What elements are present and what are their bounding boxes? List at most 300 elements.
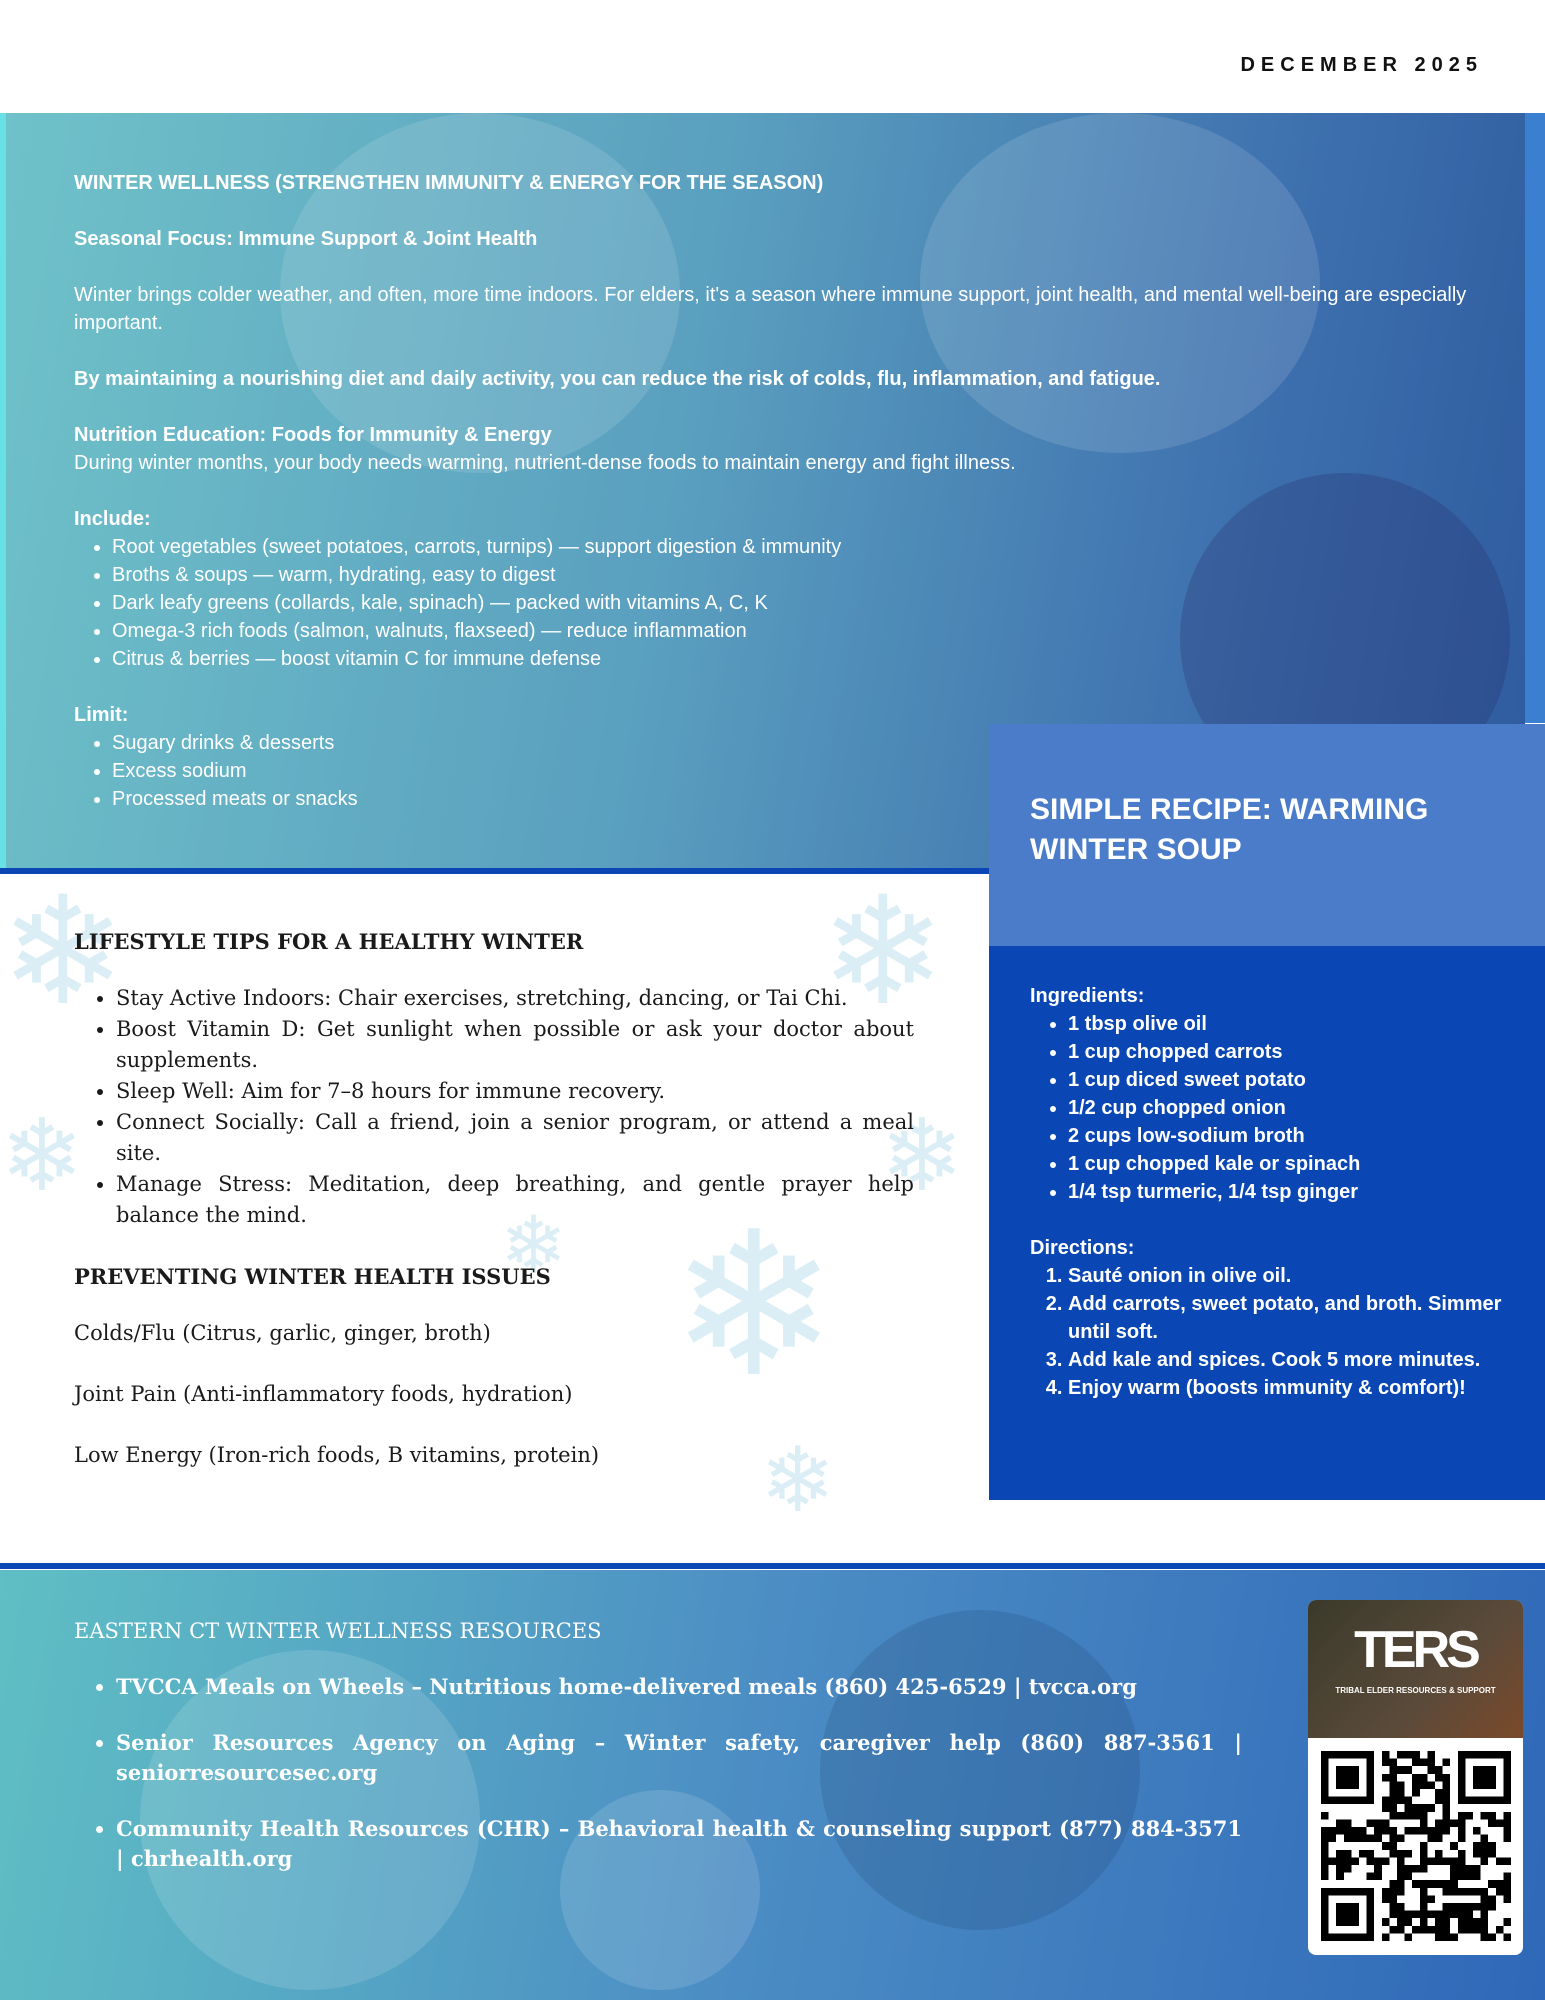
qr-module <box>1397 1812 1405 1820</box>
qr-module <box>1359 1850 1367 1858</box>
qr-module <box>1503 1880 1511 1888</box>
qr-module <box>1435 1766 1443 1774</box>
qr-module <box>1435 1819 1443 1827</box>
qr-module <box>1389 1842 1397 1850</box>
logo-tagline: TRIBAL ELDER RESOURCES & SUPPORT <box>1335 1686 1496 1695</box>
qr-module <box>1366 1857 1374 1865</box>
qr-module <box>1381 1888 1389 1896</box>
qr-module <box>1381 1819 1389 1827</box>
qr-module <box>1465 1903 1473 1911</box>
resource-item[interactable]: • Community Health Resources (CHR) – Behavioral health & counseling support (877) 884-3571 | chrhealth.org <box>116 1814 1242 1874</box>
qr-module <box>1389 1774 1397 1782</box>
qr-module <box>1419 1850 1427 1858</box>
qr-module <box>1435 1918 1443 1926</box>
qr-module <box>1480 1903 1488 1911</box>
qr-module <box>1412 1774 1420 1782</box>
qr-module <box>1450 1819 1458 1827</box>
qr-module <box>1343 1819 1351 1827</box>
qr-module <box>1397 1888 1405 1896</box>
qr-module <box>1381 1751 1389 1759</box>
qr-module <box>1389 1911 1397 1919</box>
qr-module <box>1450 1865 1458 1873</box>
qr-module <box>1321 1842 1329 1850</box>
qr-module <box>1419 1895 1427 1903</box>
qr-module <box>1465 1812 1473 1820</box>
qr-module <box>1427 1895 1435 1903</box>
qr-module <box>1343 1865 1351 1873</box>
list-item: • 1 tbsp olive oil <box>1068 1010 1515 1038</box>
qr-module <box>1381 1797 1389 1805</box>
qr-module <box>1419 1804 1427 1812</box>
qr-module <box>1480 1857 1488 1865</box>
qr-module <box>1389 1903 1397 1911</box>
qr-module <box>1366 1873 1374 1881</box>
qr-module <box>1419 1880 1427 1888</box>
qr-module <box>1419 1819 1427 1827</box>
qr-module <box>1404 1827 1412 1835</box>
qr-module <box>1503 1819 1511 1827</box>
qr-module <box>1450 1873 1458 1881</box>
qr-module <box>1374 1819 1382 1827</box>
qr-module <box>1442 1827 1450 1835</box>
qr-module <box>1366 1835 1374 1843</box>
qr-module <box>1412 1911 1420 1919</box>
qr-module <box>1389 1789 1397 1797</box>
qr-module <box>1480 1850 1488 1858</box>
qr-module <box>1495 1819 1503 1827</box>
snowflake-icon: ❄ <box>0 876 126 1035</box>
qr-module <box>1503 1857 1511 1865</box>
qr-module <box>1442 1759 1450 1767</box>
qr-module <box>1343 1827 1351 1835</box>
qr-module <box>1457 1926 1465 1934</box>
qr-module <box>1435 1880 1443 1888</box>
qr-module <box>1457 1827 1465 1835</box>
qr-module <box>1419 1918 1427 1926</box>
qr-module <box>1366 1850 1374 1858</box>
qr-module <box>1389 1797 1397 1805</box>
qr-module <box>1465 1926 1473 1934</box>
qr-module <box>1503 1933 1511 1941</box>
newsletter-date: DECEMBER 2025 <box>1240 54 1483 76</box>
list-item: • Connect Socially: Call a friend, join a senior program, or attend a meal site. <box>116 1107 914 1169</box>
qr-module <box>1343 1850 1351 1858</box>
qr-module <box>1442 1926 1450 1934</box>
seasonal-focus: Seasonal Focus: Immune Support & Joint Health <box>74 228 538 250</box>
qr-module <box>1442 1781 1450 1789</box>
qr-module <box>1457 1835 1465 1843</box>
qr-module <box>1419 1842 1427 1850</box>
list-item: • Omega-3 rich foods (salmon, walnuts, flaxseed) — reduce inflammation <box>112 617 1494 645</box>
qr-module <box>1397 1850 1405 1858</box>
qr-module <box>1435 1857 1443 1865</box>
qr-module <box>1381 1933 1389 1941</box>
qr-module <box>1328 1835 1336 1843</box>
qr-module <box>1457 1888 1465 1896</box>
qr-module <box>1488 1812 1496 1820</box>
qr-module <box>1488 1903 1496 1911</box>
qr-module <box>1397 1926 1405 1934</box>
qr-module <box>1442 1819 1450 1827</box>
qr-module <box>1412 1865 1420 1873</box>
snowflake-icon: ❄ <box>760 1431 836 1531</box>
qr-module <box>1457 1903 1465 1911</box>
lifestyle-section <box>0 876 990 1564</box>
qr-module <box>1427 1926 1435 1934</box>
preventing-title: PREVENTING WINTER HEALTH ISSUES <box>74 1264 551 1289</box>
qr-module <box>1419 1857 1427 1865</box>
list-item: • 1 cup diced sweet potato <box>1068 1066 1515 1094</box>
qr-module <box>1419 1926 1427 1934</box>
qr-module <box>1412 1812 1420 1820</box>
intro-text: Winter brings colder weather, and often, more time indoors. For elders, it's a season where immune support, joint health, and mental well-being are especially important. <box>74 284 1467 334</box>
qr-module <box>1397 1766 1405 1774</box>
qr-module <box>1381 1895 1389 1903</box>
qr-module <box>1419 1781 1427 1789</box>
qr-module <box>1457 1865 1465 1873</box>
list-item: • Stay Active Indoors: Chair exercises, stretching, dancing, or Tai Chi. <box>116 983 914 1014</box>
qr-module <box>1457 1850 1465 1858</box>
qr-module <box>1442 1774 1450 1782</box>
qr-module <box>1473 1918 1481 1926</box>
qr-module <box>1397 1751 1405 1759</box>
qr-module <box>1488 1819 1496 1827</box>
qr-module <box>1480 1895 1488 1903</box>
qr-module <box>1435 1911 1443 1919</box>
qr-module <box>1336 1850 1344 1858</box>
qr-module <box>1397 1880 1405 1888</box>
qr-module <box>1321 1873 1329 1881</box>
qr-module <box>1450 1880 1458 1888</box>
qr-module <box>1397 1857 1405 1865</box>
qr-module <box>1374 1873 1382 1881</box>
qr-module <box>1480 1835 1488 1843</box>
qr-module <box>1412 1804 1420 1812</box>
qr-module <box>1503 1888 1511 1896</box>
qr-module <box>1389 1850 1397 1858</box>
qr-module <box>1359 1835 1367 1843</box>
qr-module <box>1374 1865 1382 1873</box>
list-item: • Excess sodium <box>112 757 1494 785</box>
ingredients-label: Ingredients: <box>1030 985 1145 1007</box>
qr-module <box>1404 1933 1412 1941</box>
ters-logo <box>1308 1600 1523 1738</box>
list-item: • Dark leafy greens (collards, kale, spinach) — packed with vitamins A, C, K <box>112 589 1494 617</box>
qr-module <box>1404 1911 1412 1919</box>
qr-module <box>1442 1918 1450 1926</box>
qr-module <box>1397 1918 1405 1926</box>
qr-module <box>1412 1827 1420 1835</box>
qr-module <box>1495 1857 1503 1865</box>
recipe-card <box>989 724 1545 1500</box>
snowflake-icon: ❄ <box>670 1194 838 1417</box>
qr-module <box>1435 1933 1443 1941</box>
list-item: • Sleep Well: Aim for 7–8 hours for immune recovery. <box>116 1076 914 1107</box>
qr-module <box>1404 1918 1412 1926</box>
include-label: Include: <box>74 508 151 530</box>
qr-module <box>1336 1827 1344 1835</box>
qr-code-icon[interactable] <box>1321 1751 1511 1941</box>
qr-module <box>1412 1926 1420 1934</box>
qr-module <box>1457 1812 1465 1820</box>
qr-module <box>1442 1812 1450 1820</box>
directions-list <box>1068 1262 1515 1402</box>
qr-module <box>1442 1880 1450 1888</box>
qr-module <box>1442 1789 1450 1797</box>
resource-item[interactable]: • TVCCA Meals on Wheels – Nutritious home-delivered meals (860) 425-6529 | tvcca.org <box>116 1672 1242 1702</box>
qr-module <box>1389 1804 1397 1812</box>
qr-module <box>1465 1873 1473 1881</box>
qr-module <box>1435 1797 1443 1805</box>
section-title: WINTER WELLNESS (STRENGTHEN IMMUNITY & ENERGY FOR THE SEASON) <box>74 172 824 194</box>
qr-module <box>1503 1895 1511 1903</box>
qr-module <box>1389 1812 1397 1820</box>
list-item: 3. Add kale and spices. Cook 5 more minutes. <box>1068 1346 1515 1374</box>
qr-module <box>1412 1759 1420 1767</box>
qr-module <box>1442 1888 1450 1896</box>
qr-module <box>1427 1835 1435 1843</box>
qr-module <box>1442 1933 1450 1941</box>
qr-module <box>1427 1827 1435 1835</box>
prevent-item: Colds/Flu (Citrus, garlic, ginger, broth) <box>74 1321 491 1345</box>
list-item: • Boost Vitamin D: Get sunlight when possible or ask your doctor about supplements. <box>116 1014 914 1076</box>
qr-module <box>1321 1865 1329 1873</box>
qr-module <box>1381 1827 1389 1835</box>
qr-module <box>1442 1797 1450 1805</box>
qr-module <box>1480 1933 1488 1941</box>
qr-module <box>1328 1857 1336 1865</box>
qr-module <box>1503 1873 1511 1881</box>
list-item: • 1/4 tsp turmeric, 1/4 tsp ginger <box>1068 1178 1515 1206</box>
qr-module <box>1381 1918 1389 1926</box>
qr-module <box>1427 1781 1435 1789</box>
qr-module <box>1435 1827 1443 1835</box>
qr-module <box>1435 1789 1443 1797</box>
list-item: • 1 cup chopped kale or spinach <box>1068 1150 1515 1178</box>
qr-module <box>1419 1759 1427 1767</box>
recipe-title: SIMPLE RECIPE: WARMING WINTER SOUP <box>989 724 1545 946</box>
qr-module <box>1397 1789 1405 1797</box>
qr-module <box>1457 1857 1465 1865</box>
qr-module <box>1397 1797 1405 1805</box>
qr-module <box>1419 1903 1427 1911</box>
qr-module <box>1450 1842 1458 1850</box>
qr-module <box>1419 1911 1427 1919</box>
qr-module <box>1321 1812 1329 1820</box>
lifestyle-title: LIFESTYLE TIPS FOR A HEALTHY WINTER <box>74 929 584 954</box>
qr-module <box>1419 1827 1427 1835</box>
qr-module <box>1366 1819 1374 1827</box>
list-item: 4. Enjoy warm (boosts immunity & comfort)! <box>1068 1374 1515 1402</box>
qr-module <box>1389 1759 1397 1767</box>
qr-module <box>1427 1766 1435 1774</box>
qr-module <box>1435 1850 1443 1858</box>
qr-module <box>1503 1812 1511 1820</box>
qr-module <box>1321 1835 1329 1843</box>
qr-module <box>1404 1812 1412 1820</box>
qr-module <box>1457 1918 1465 1926</box>
qr-module <box>1351 1835 1359 1843</box>
qr-module <box>1465 1888 1473 1896</box>
qr-module <box>1389 1766 1397 1774</box>
qr-module <box>1343 1857 1351 1865</box>
list-item: 1. Sauté onion in olive oil. <box>1068 1262 1515 1290</box>
qr-module <box>1381 1759 1389 1767</box>
qr-module <box>1404 1850 1412 1858</box>
qr-module <box>1404 1865 1412 1873</box>
qr-module <box>1397 1903 1405 1911</box>
qr-module <box>1427 1804 1435 1812</box>
qr-module <box>1473 1888 1481 1896</box>
qr-module <box>1450 1933 1458 1941</box>
prevent-item: Low Energy (Iron-rich foods, B vitamins, protein) <box>74 1443 600 1467</box>
qr-module <box>1480 1911 1488 1919</box>
qr-module <box>1488 1850 1496 1858</box>
qr-module <box>1374 1835 1382 1843</box>
list-item: • 1/2 cup chopped onion <box>1068 1094 1515 1122</box>
qr-module <box>1389 1926 1397 1934</box>
qr-module <box>1336 1819 1344 1827</box>
list-item: 2. Add carrots, sweet potato, and broth. Simmer until soft. <box>1068 1290 1515 1346</box>
emphasis-text: By maintaining a nourishing diet and daily activity, you can reduce the risk of colds, flu, inflammation, and fatigue. <box>74 368 1161 390</box>
qr-module <box>1473 1903 1481 1911</box>
accent-strip <box>1525 113 1545 723</box>
qr-module <box>1480 1812 1488 1820</box>
qr-module <box>1336 1865 1344 1873</box>
qr-module <box>1442 1911 1450 1919</box>
qr-module <box>1404 1766 1412 1774</box>
qr-module <box>1442 1804 1450 1812</box>
qr-module <box>1343 1835 1351 1843</box>
qr-module <box>1442 1903 1450 1911</box>
divider <box>0 868 990 874</box>
qr-module <box>1480 1842 1488 1850</box>
qr-module <box>1457 1873 1465 1881</box>
include-list <box>112 533 1494 673</box>
qr-module <box>1412 1880 1420 1888</box>
list-item: • Sugary drinks & desserts <box>112 729 1494 757</box>
list-item: • Root vegetables (sweet potatoes, carrots, turnips) — support digestion & immunity <box>112 533 1494 561</box>
qr-module <box>1473 1842 1481 1850</box>
qr-module <box>1328 1827 1336 1835</box>
qr-module <box>1488 1933 1496 1941</box>
qr-module <box>1419 1812 1427 1820</box>
qr-module <box>1412 1781 1420 1789</box>
qr-module <box>1450 1903 1458 1911</box>
qr-module <box>1389 1827 1397 1835</box>
qr-module <box>1389 1888 1397 1896</box>
qr-module <box>1419 1774 1427 1782</box>
qr-module <box>1427 1857 1435 1865</box>
qr-module <box>1442 1857 1450 1865</box>
prevent-item: Joint Pain (Anti-inflammatory foods, hydration) <box>74 1382 573 1406</box>
qr-module <box>1435 1774 1443 1782</box>
qr-module <box>1457 1911 1465 1919</box>
qr-module <box>1381 1774 1389 1782</box>
qr-module <box>1435 1835 1443 1843</box>
qr-module <box>1351 1857 1359 1865</box>
qr-module <box>1381 1857 1389 1865</box>
qr-module <box>1480 1926 1488 1934</box>
qr-module <box>1488 1880 1496 1888</box>
qr-module <box>1450 1911 1458 1919</box>
limit-label: Limit: <box>74 704 129 726</box>
qr-module <box>1374 1827 1382 1835</box>
qr-module <box>1389 1781 1397 1789</box>
ingredients-list <box>1068 1010 1515 1206</box>
qr-module <box>1389 1835 1397 1843</box>
qr-module <box>1374 1857 1382 1865</box>
qr-module <box>1397 1781 1405 1789</box>
qr-card[interactable] <box>1308 1600 1523 1955</box>
qr-module <box>1321 1857 1329 1865</box>
qr-module <box>1473 1865 1481 1873</box>
qr-module <box>1495 1880 1503 1888</box>
qr-module <box>1427 1751 1435 1759</box>
qr-module <box>1450 1888 1458 1896</box>
tips-list <box>116 983 914 1231</box>
qr-module <box>1503 1835 1511 1843</box>
list-item: • 1 cup chopped carrots <box>1068 1038 1515 1066</box>
qr-module <box>1495 1926 1503 1934</box>
list-item: • Manage Stress: Meditation, deep breathing, and gentle prayer help balance the mind. <box>116 1169 914 1231</box>
qr-module <box>1412 1789 1420 1797</box>
qr-module <box>1389 1895 1397 1903</box>
qr-module <box>1397 1911 1405 1919</box>
qr-module <box>1457 1819 1465 1827</box>
qr-module <box>1397 1865 1405 1873</box>
qr-module <box>1404 1797 1412 1805</box>
qr-module <box>1336 1857 1344 1865</box>
qr-module <box>1412 1751 1420 1759</box>
qr-module <box>1427 1759 1435 1767</box>
resources-title: EASTERN CT WINTER WELLNESS RESOURCES <box>74 1619 602 1643</box>
qr-module <box>1397 1835 1405 1843</box>
qr-module <box>1480 1888 1488 1896</box>
qr-module <box>1404 1804 1412 1812</box>
logo-wordmark: TERS <box>1354 1621 1477 1679</box>
qr-module <box>1503 1918 1511 1926</box>
resources-list <box>116 1672 1242 1874</box>
qr-module <box>1450 1857 1458 1865</box>
qr-module <box>1381 1842 1389 1850</box>
qr-module <box>1419 1888 1427 1896</box>
list-item: • 2 cups low-sodium broth <box>1068 1122 1515 1150</box>
qr-module <box>1404 1751 1412 1759</box>
qr-module <box>1427 1880 1435 1888</box>
qr-module <box>1465 1911 1473 1919</box>
qr-module <box>1389 1880 1397 1888</box>
snowflake-icon: ❄ <box>500 1201 568 1290</box>
snowflake-icon: ❄ <box>820 876 946 1035</box>
qr-module <box>1473 1926 1481 1934</box>
qr-module <box>1435 1926 1443 1934</box>
list-item: • Broths & soups — warm, hydrating, easy to digest <box>112 561 1494 589</box>
qr-module <box>1427 1911 1435 1919</box>
nutrition-text: During winter months, your body needs warming, nutrient-dense foods to maintain energy and fight illness. <box>74 452 1016 474</box>
list-item: • Citrus & berries — boost vitamin C for immune defense <box>112 645 1494 673</box>
qr-module <box>1465 1918 1473 1926</box>
qr-module <box>1351 1827 1359 1835</box>
resource-item[interactable]: • Senior Resources Agency on Aging – Winter safety, caregiver help (860) 887-3561 | seniorresourcesec.org <box>116 1728 1242 1788</box>
qr-module <box>1480 1918 1488 1926</box>
qr-module <box>1336 1873 1344 1881</box>
qr-module <box>1419 1865 1427 1873</box>
directions-label: Directions: <box>1030 1237 1135 1259</box>
qr-module <box>1404 1873 1412 1881</box>
qr-module <box>1359 1827 1367 1835</box>
divider <box>0 1563 1545 1569</box>
